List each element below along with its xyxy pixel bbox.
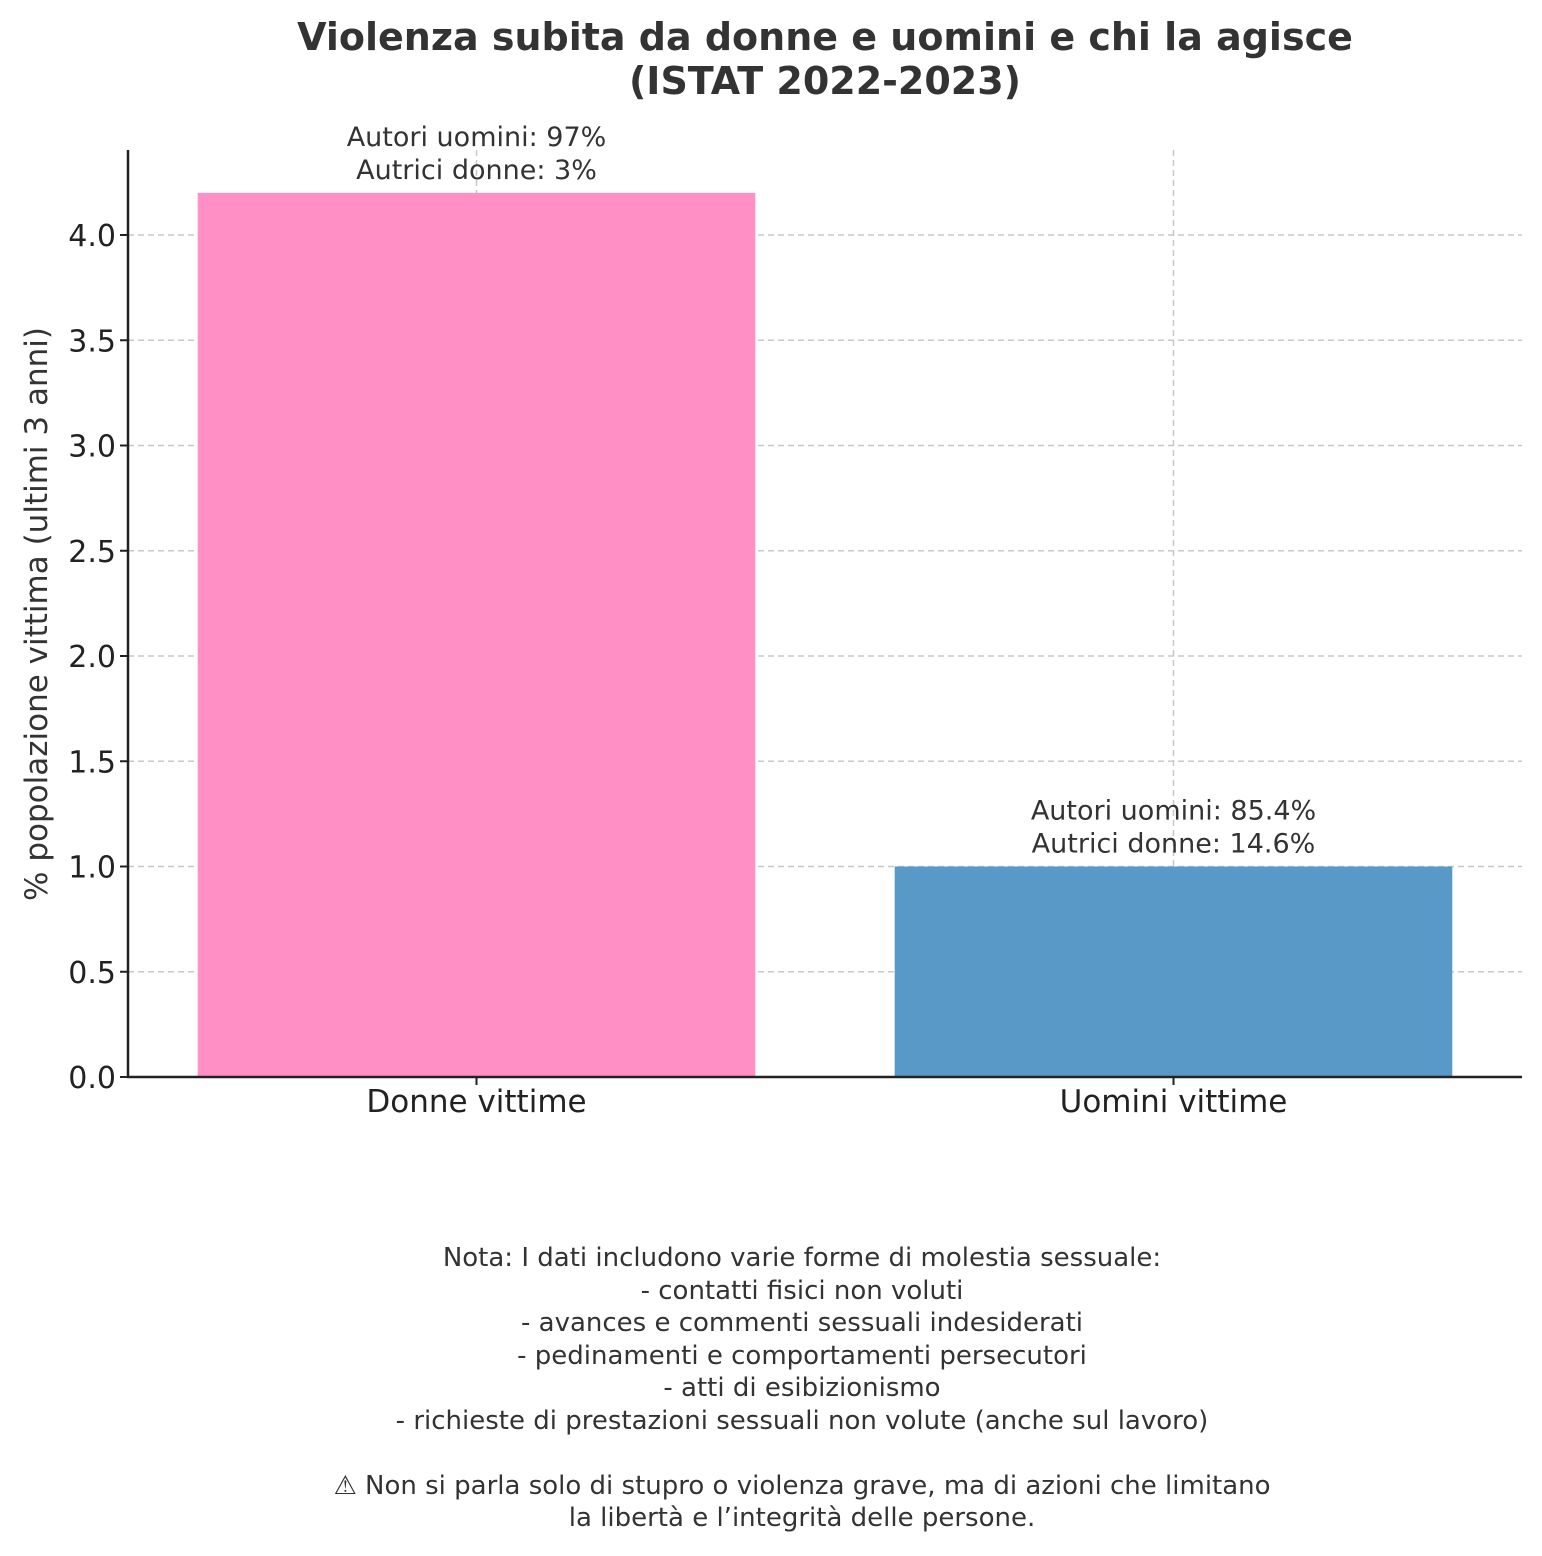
note-line: Nota: I dati includono varie forme di molestia sessuale: — [442, 1243, 1162, 1273]
data-label: Autrici donne: 14.6% — [1031, 828, 1316, 860]
warning-line: la libertà e l’integrità delle persone. — [568, 1503, 1036, 1533]
bar — [198, 193, 756, 1077]
warning-line: ⚠ Non si parla solo di stupro o violenza grave, ma di azioni che limitano — [333, 1470, 1271, 1501]
note-line: - avances e commenti sessuali indesiderati — [520, 1308, 1084, 1338]
y-tick-label: 3.0 — [68, 429, 116, 465]
y-tick-label: 2.5 — [68, 534, 116, 570]
x-tick-label: Uomini vittime — [1059, 1084, 1288, 1120]
y-tick-label: 0.5 — [68, 955, 116, 991]
data-label: Autori uomini: 97% — [346, 121, 607, 153]
footnote — [0, 1242, 1542, 1535]
y-tick-label: 0.0 — [68, 1061, 116, 1096]
note-line: - pedinamenti e comportamenti persecutori — [517, 1340, 1087, 1371]
y-tick-label: 3.5 — [68, 324, 116, 360]
bars — [198, 193, 1453, 1077]
y-tick-label: 1.5 — [68, 745, 116, 781]
y-axis-ticks — [68, 219, 128, 1096]
note-line: - richieste di prestazioni sessuali non volute (anche sul lavoro) — [395, 1405, 1209, 1436]
y-tick-label: 2.0 — [68, 640, 116, 675]
chart-title: Violenza subita da donne e uomini e chi la agisce — [297, 15, 1353, 59]
note-line: - atti di esibizionismo — [663, 1373, 941, 1403]
data-label: Autori uomini: 85.4% — [1030, 795, 1317, 827]
x-tick-label: Donne vittime — [366, 1084, 587, 1120]
data-label: Autrici donne: 3% — [356, 154, 597, 186]
chart-subtitle: (ISTAT 2022-2023) — [628, 59, 1022, 103]
y-tick-label: 4.0 — [68, 219, 116, 254]
note-spacer — [0, 1437, 1542, 1470]
y-tick-label: 1.0 — [68, 850, 116, 886]
x-axis-ticks — [366, 1077, 1287, 1120]
bar — [895, 867, 1453, 1078]
y-axis-label: % popolazione vittima (ultimi 3 anni) — [19, 327, 55, 901]
note-line: - contatti fisici non voluti — [640, 1275, 964, 1306]
